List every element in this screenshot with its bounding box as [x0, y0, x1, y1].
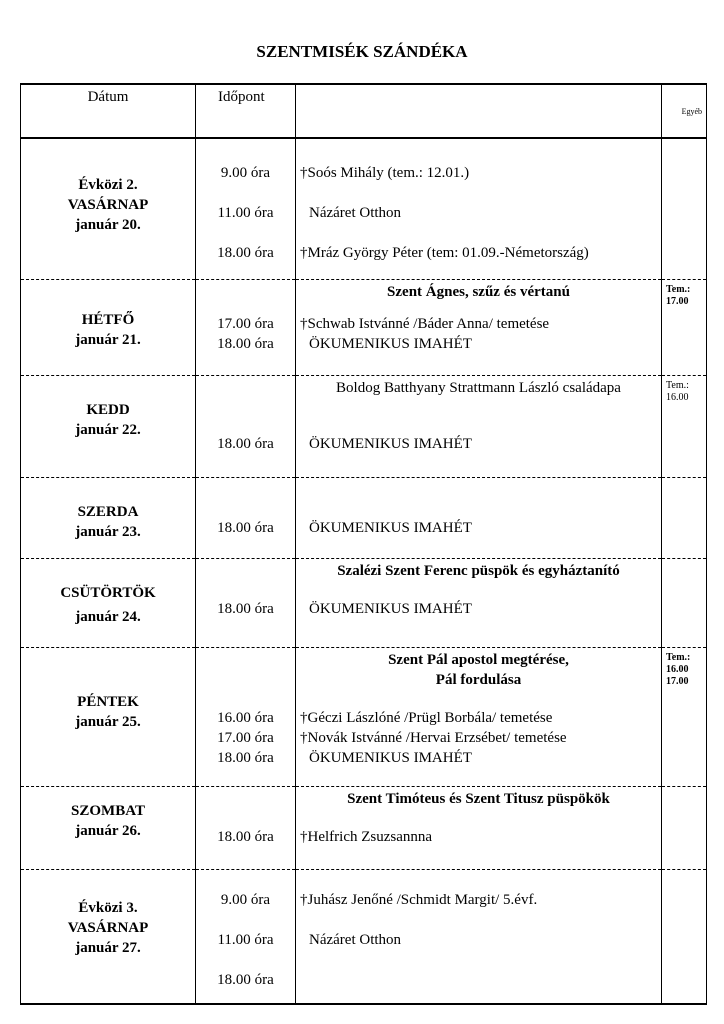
day-row-jan-20	[21, 138, 707, 280]
mass-time: 18.00 óra	[217, 829, 274, 845]
mass-time: 18.00 óra	[217, 245, 274, 261]
mass-intention: ÖKUMENIKUS IMAHÉT	[309, 336, 472, 352]
feast-name: Szent Ágnes, szűz és vértanú	[387, 284, 570, 300]
day-label	[21, 138, 196, 280]
day-label	[21, 478, 196, 559]
other-cell	[662, 138, 707, 280]
day-row-jan-25	[21, 648, 707, 787]
day-label-line: SZERDA	[77, 504, 139, 520]
header-date: Dátum	[21, 84, 196, 138]
day-label-line: PÉNTEK	[77, 694, 139, 710]
header-time: Időpont	[196, 84, 296, 138]
mass-intention: †Géczi Lászlóné /Prügl Borbála/ temetése	[300, 710, 553, 726]
header-intention	[296, 84, 662, 138]
intention-cell	[296, 280, 662, 376]
intention-cell	[296, 648, 662, 787]
day-label-line: január 22.	[75, 422, 141, 438]
other-cell	[662, 870, 707, 1005]
mass-time: 18.00 óra	[217, 601, 274, 617]
feast-name: Boldog Batthyany Strattmann László családapa	[336, 380, 621, 396]
day-row-jan-26	[21, 787, 707, 870]
mass-intention: ÖKUMENIKUS IMAHÉT	[309, 601, 472, 617]
time-cell	[196, 787, 296, 870]
time-cell	[196, 648, 296, 787]
feast-name: Szent Pál apostol megtérése,	[388, 652, 569, 668]
day-label-line: január 27.	[75, 940, 141, 956]
day-label	[21, 787, 196, 870]
mass-time: 11.00 óra	[217, 932, 274, 948]
mass-intention: †Novák Istvánné /Hervai Erzsébet/ temetése	[300, 730, 567, 746]
intention-cell	[296, 478, 662, 559]
day-label-line: január 24.	[75, 609, 141, 625]
mass-intention: †Helfrich Zsuzsannna	[300, 829, 433, 845]
mass-intention: ÖKUMENIKUS IMAHÉT	[309, 520, 472, 536]
other-cell	[662, 559, 707, 648]
day-label	[21, 376, 196, 478]
feast-name: Szent Timóteus és Szent Titusz püspökök	[347, 791, 610, 807]
mass-intention: Názáret Otthon	[309, 205, 402, 221]
mass-time: 11.00 óra	[217, 205, 274, 221]
feast-name: Pál fordulása	[435, 672, 522, 688]
day-row-jan-23	[21, 478, 707, 559]
day-label-line: Évközi 2.	[78, 177, 138, 193]
mass-intention	[296, 970, 661, 990]
other-cell	[662, 376, 707, 478]
day-row-jan-22	[21, 376, 707, 478]
day-label-line: VASÁRNAP	[67, 197, 149, 213]
other-cell	[662, 787, 707, 870]
intention-cell	[296, 376, 662, 478]
mass-time: 18.00 óra	[217, 520, 274, 536]
day-label	[21, 559, 196, 648]
mass-time: 9.00 óra	[220, 892, 271, 908]
mass-time: 18.00 óra	[217, 972, 274, 988]
day-label-line: HÉTFŐ	[81, 312, 135, 328]
mass-intention: ÖKUMENIKUS IMAHÉT	[309, 750, 472, 766]
header-row	[21, 84, 707, 138]
other-cell	[662, 648, 707, 787]
mass-schedule-table	[20, 83, 707, 1005]
mass-time: 17.00 óra	[217, 316, 274, 332]
page-title: SZENTMISÉK SZÁNDÉKA	[256, 42, 468, 61]
time-cell	[196, 870, 296, 1005]
feast-name: Szalézi Szent Ferenc püspök és egyháztanító	[337, 563, 620, 579]
header-other: Egyéb	[662, 84, 707, 138]
mass-intention: †Juhász Jenőné /Schmidt Margit/ 5.évf.	[300, 892, 538, 908]
mass-intention: Názáret Otthon	[309, 932, 402, 948]
time-cell	[196, 280, 296, 376]
day-label-line: CSÜTÖRTÖK	[60, 585, 156, 601]
time-cell	[196, 376, 296, 478]
time-cell	[196, 138, 296, 280]
day-label-line: SZOMBAT	[71, 803, 145, 819]
mass-time: 18.00 óra	[217, 750, 274, 766]
time-cell	[196, 559, 296, 648]
day-row-jan-27	[21, 870, 707, 1005]
mass-time: 17.00 óra	[217, 730, 274, 746]
day-label-line: január 21.	[75, 332, 141, 348]
mass-time: 16.00 óra	[217, 710, 274, 726]
day-row-jan-24	[21, 559, 707, 648]
mass-intention: †Mráz György Péter (tem: 01.09.-Németország)	[300, 245, 589, 261]
intention-cell	[296, 559, 662, 648]
day-label	[21, 870, 196, 1005]
mass-time: 18.00 óra	[217, 436, 274, 452]
other-note: Tem.: 16.00 17.00	[666, 652, 691, 687]
mass-intention: †Schwab Istvánné /Báder Anna/ temetése	[300, 316, 550, 332]
day-label-line: január 26.	[75, 823, 141, 839]
day-label-line: január 25.	[75, 714, 141, 730]
day-label-line: január 20.	[75, 217, 141, 233]
other-note: Tem.: 17.00	[666, 284, 691, 307]
day-label	[21, 280, 196, 376]
mass-time: 9.00 óra	[220, 165, 271, 181]
intention-cell	[296, 787, 662, 870]
mass-time: 18.00 óra	[217, 336, 274, 352]
mass-intention: ÖKUMENIKUS IMAHÉT	[309, 436, 472, 452]
other-note: Tem.: 16.00	[666, 380, 689, 403]
intention-cell	[296, 138, 662, 280]
day-label-line: VASÁRNAP	[67, 920, 149, 936]
day-label-line: KEDD	[86, 402, 130, 418]
intention-cell	[296, 870, 662, 1005]
day-label-line: Évközi 3.	[78, 900, 138, 916]
other-cell	[662, 478, 707, 559]
time-cell	[196, 478, 296, 559]
day-row-jan-21	[21, 280, 707, 376]
day-label	[21, 648, 196, 787]
day-label-line: január 23.	[75, 524, 141, 540]
other-cell	[662, 280, 707, 376]
mass-intention: †Soós Mihály (tem.: 12.01.)	[300, 165, 470, 181]
